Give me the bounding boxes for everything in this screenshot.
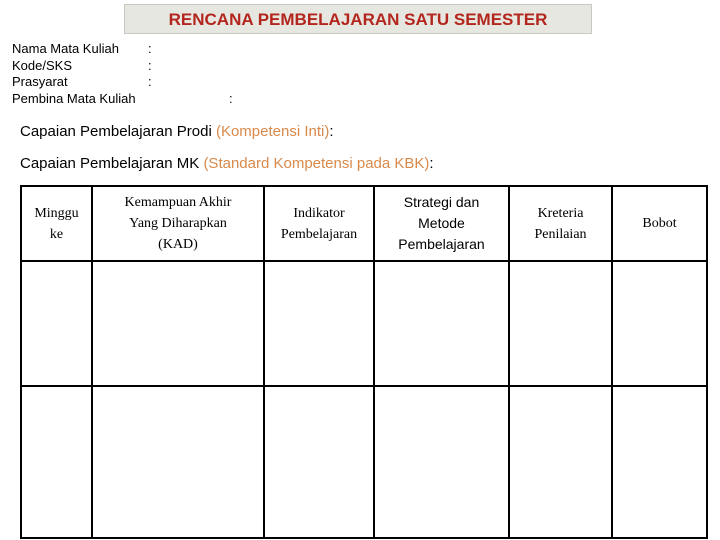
- info-row-prasyarat: [12, 74, 152, 91]
- info-label: Prasyarat: [12, 74, 68, 89]
- table-cell[interactable]: [21, 386, 92, 538]
- info-label: Kode/SKS: [12, 57, 72, 73]
- header-line: Kemampuan Akhir: [124, 195, 232, 210]
- capaian-prodi-prefix: Capaian Pembelajaran Prodi: [20, 123, 216, 140]
- table-cell[interactable]: [612, 261, 707, 386]
- capaian-mk-suffix: :: [429, 155, 434, 172]
- info-label: Nama Mata Kuliah: [12, 41, 119, 56]
- table-cell[interactable]: [92, 261, 264, 386]
- table-row: [21, 261, 707, 386]
- table-cell[interactable]: [374, 261, 509, 386]
- header-line: Penilaian: [534, 226, 587, 242]
- title-box: [124, 4, 592, 34]
- table-cell[interactable]: [374, 386, 509, 538]
- capaian-mk-highlight: (Standard Kompetensi pada KBK): [203, 155, 430, 172]
- header-line: Yang Diharapkan: [129, 216, 227, 231]
- header-line: ke: [49, 226, 64, 242]
- header-line: Indikator: [293, 205, 345, 221]
- info-colon: :: [148, 57, 152, 73]
- info-row-nama: [12, 41, 152, 58]
- table-header-row: [21, 186, 707, 261]
- table-cell[interactable]: [92, 386, 264, 538]
- header-indikator: [264, 186, 374, 261]
- header-line: Bobot: [642, 216, 677, 231]
- table-cell[interactable]: [612, 386, 707, 538]
- header-line: (KAD): [158, 237, 198, 252]
- table-cell[interactable]: [509, 386, 612, 538]
- header-kad: [92, 186, 264, 261]
- table-cell[interactable]: [509, 261, 612, 386]
- info-colon: :: [148, 41, 152, 56]
- info-label: Pembina Mata Kuliah: [12, 90, 136, 106]
- capaian-prodi: [20, 123, 334, 140]
- header-strategi: [374, 186, 509, 261]
- info-row-kode: [12, 57, 152, 75]
- capaian-mk: [20, 155, 434, 172]
- header-line: Kreteria: [537, 205, 584, 221]
- header-line: Minggu: [34, 205, 79, 221]
- capaian-prodi-suffix: :: [329, 123, 334, 140]
- header-bobot: [612, 186, 707, 261]
- info-colon: :: [148, 74, 152, 89]
- header-minggu: [21, 186, 92, 261]
- table-cell[interactable]: [264, 386, 374, 538]
- header-line: Pembelajaran: [280, 226, 358, 242]
- header-line: Metode: [418, 215, 465, 231]
- table-row: [21, 386, 707, 538]
- header-line: Pembelajaran: [398, 236, 485, 252]
- info-colon: :: [229, 90, 233, 106]
- table-cell[interactable]: [264, 261, 374, 386]
- capaian-mk-prefix: Capaian Pembelajaran MK: [20, 155, 204, 172]
- info-row-pembina: [12, 90, 233, 108]
- rps-table: [20, 185, 708, 539]
- header-kriteria: [509, 186, 612, 261]
- page-title: RENCANA PEMBELAJARAN SATU SEMESTER: [168, 10, 548, 29]
- header-line: Strategi dan: [403, 194, 480, 210]
- course-info: [12, 41, 233, 107]
- table-cell[interactable]: [21, 261, 92, 386]
- capaian-prodi-highlight: (Kompetensi Inti): [215, 123, 330, 140]
